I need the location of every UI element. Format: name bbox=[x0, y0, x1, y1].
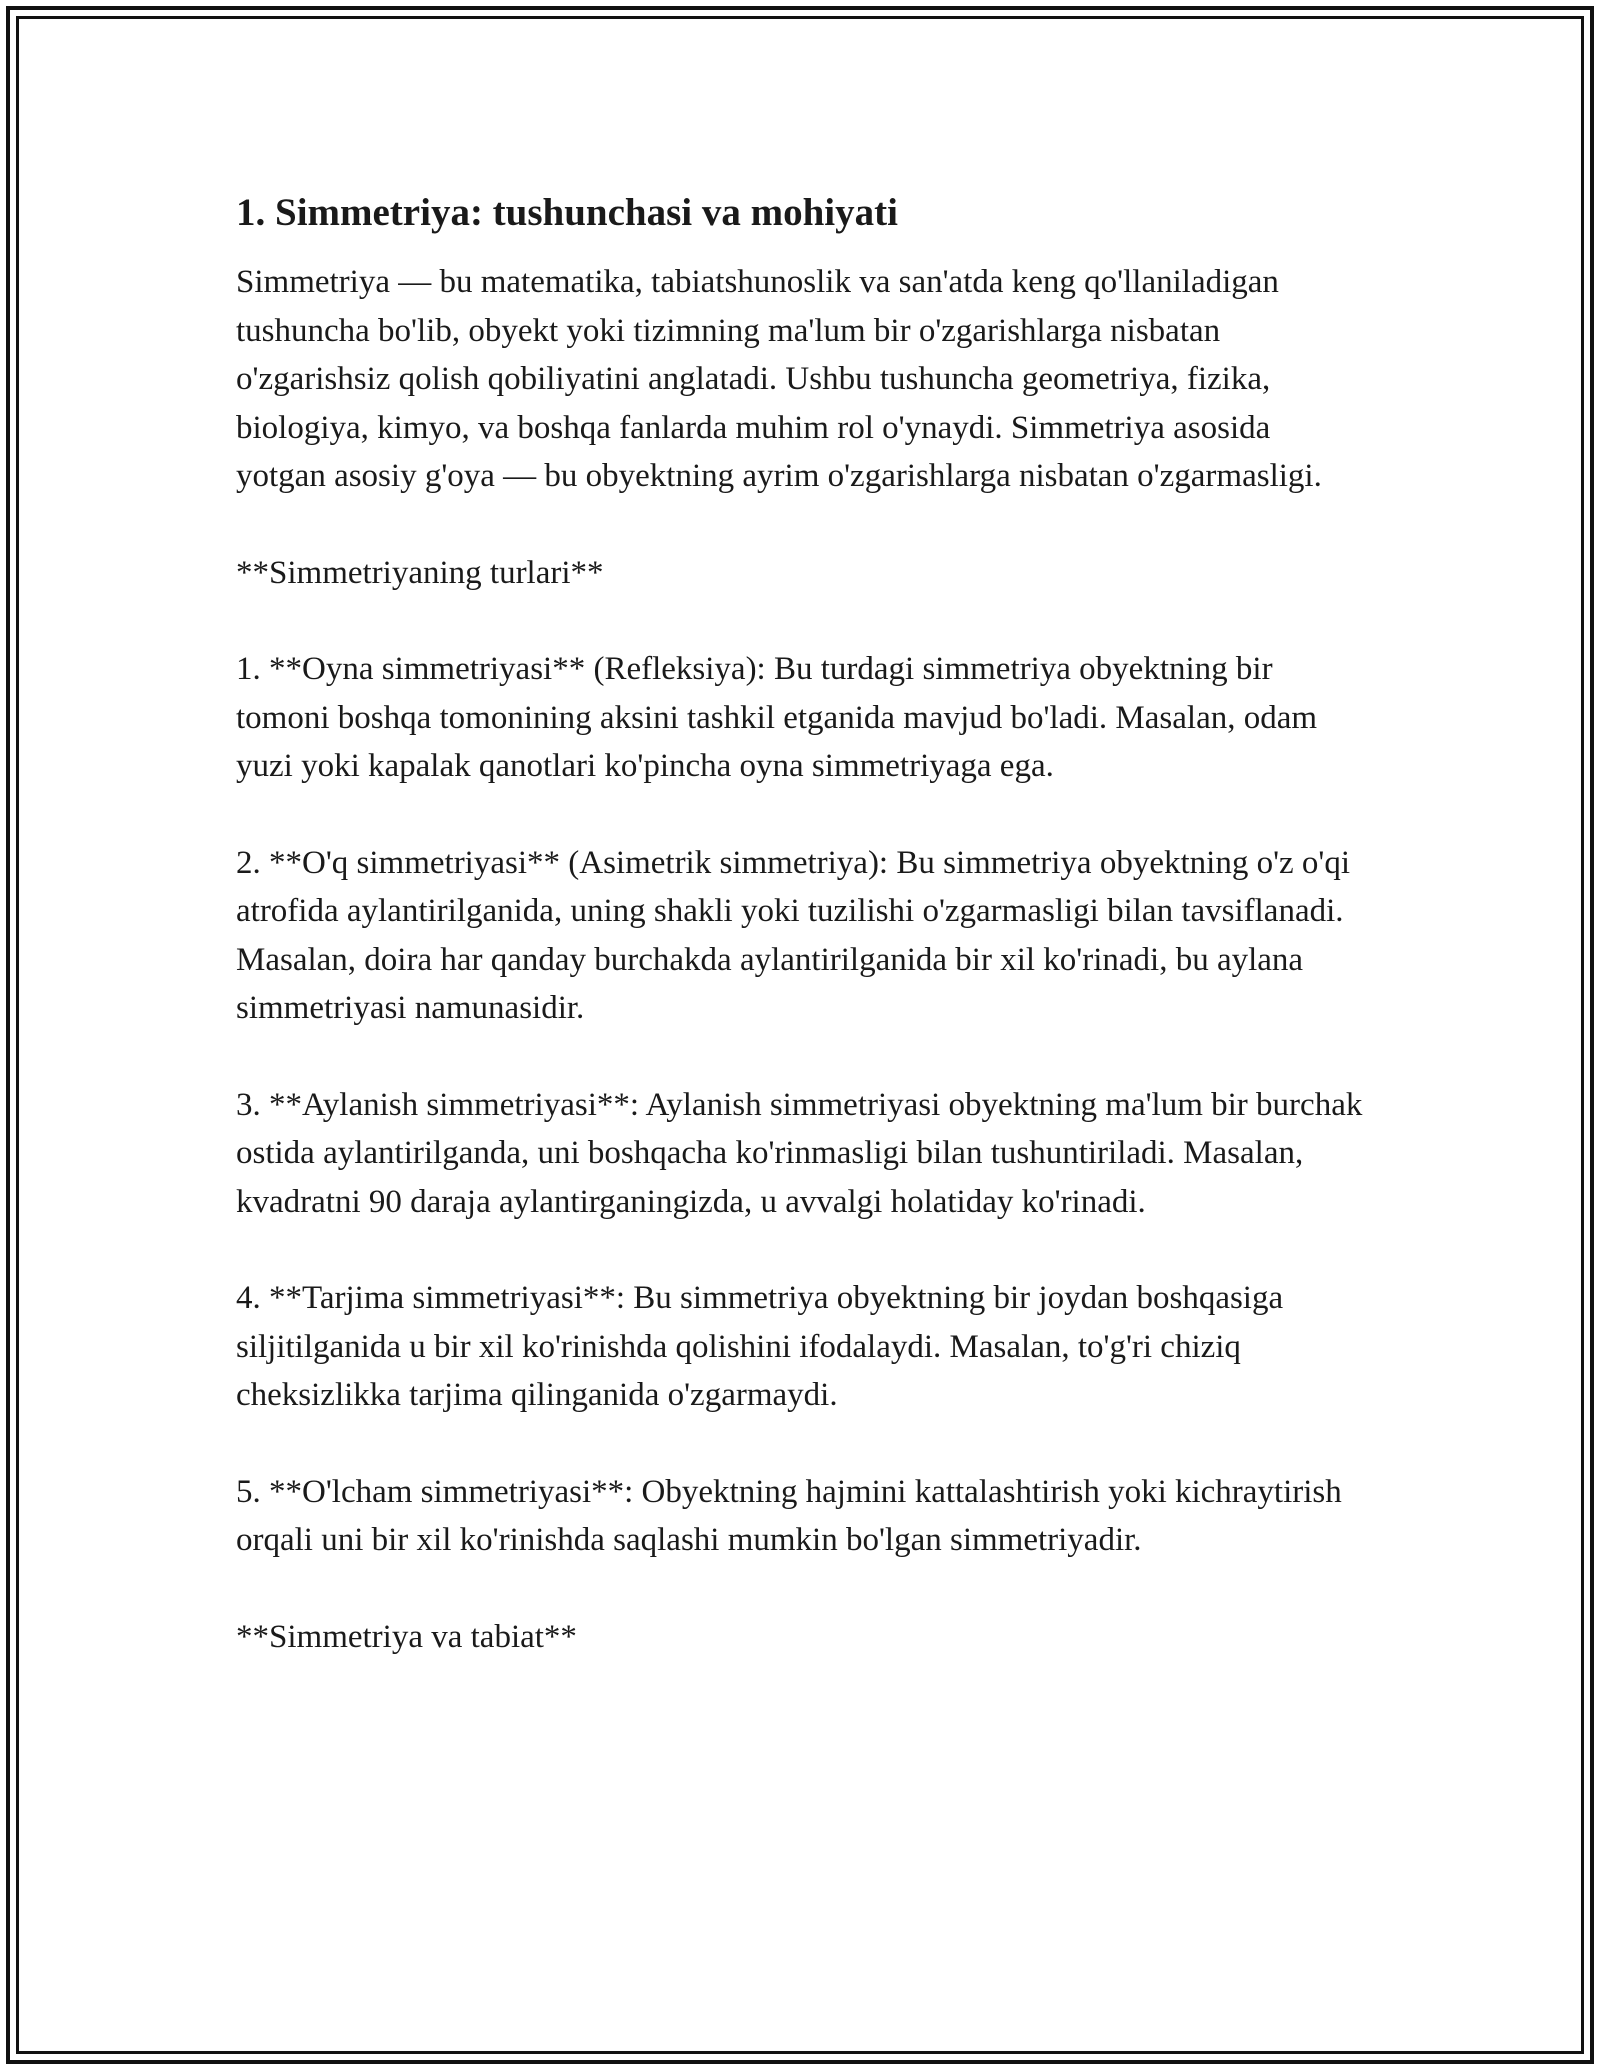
subheading-symmetry-types: **Simmetriyaning turlari** bbox=[236, 554, 604, 591]
list-item-axial-symmetry: 2. **O'q simmetriyasi** (Asimetrik simmetriya): Bu simmetriya obyektning o'z o'qi atrofida aylantirilganida, uning shakli yoki tuzilishi o'zgarmasligi bilan tavsiflanadi. Masalan, doira har qanday burchakda aylantirilganida bir xil ko'rinadi, bu aylana simmetriyasi namunasidir. bbox=[236, 844, 1351, 1026]
document-body bbox=[236, 188, 1366, 1709]
subheading-symmetry-and-nature: **Simmetriya va tabiat** bbox=[236, 1618, 577, 1655]
intro-paragraph: Simmetriya — bu matematika, tabiatshunoslik va san'atda keng qo'llaniladigan tushuncha bo'lib, obyekt yoki tizimning ma'lum bir o'zgarishlarga nisbatan o'zgarishsiz qolish qobiliyatini anglatadi. Ushbu tushuncha geometriya, fizika, biologiya, kimyo, va boshqa fanlarda muhim rol o'ynaydi. Simmetriya asosida yotgan asosiy g'oya — bu obyektning ayrim o'zgarishlarga nisbatan o'zgarmasligi. bbox=[236, 264, 1322, 494]
list-item-scale-symmetry: 5. **O'lcham simmetriyasi**: Obyektning hajmini kattalashtirish yoki kichraytirish orqali uni bir xil ko'rinishda saqlashi mumkin bo'lgan simmetriyadir. bbox=[236, 1473, 1342, 1558]
list-item-mirror-symmetry: 1. **Oyna simmetriyasi** (Refleksiya): Bu turdagi simmetriya obyektning bir tomoni boshqa tomonining aksini tashkil etganida mavjud bo'ladi. Masalan, odam yuzi yoki kapalak qanotlari ko'pincha oyna simmetriyaga ega. bbox=[236, 651, 1318, 784]
section-title: 1. Simmetriya: tushunchasi va mohiyati bbox=[236, 191, 898, 234]
list-item-translational-symmetry: 4. **Tarjima simmetriyasi**: Bu simmetriya obyektning bir joydan boshqasiga siljitilganida u bir xil ko'rinishda qolishini ifodalaydi. Masalan, to'g'ri chiziq cheksizlikka tarjima qilinganida o'zgarmaydi. bbox=[236, 1280, 1284, 1413]
list-item-rotational-symmetry: 3. **Aylanish simmetriyasi**: Aylanish simmetriyasi obyektning ma'lum bir burchak ostida aylantirilganda, uni boshqacha ko'rinmasligi bilan tushuntiriladi. Masalan, kvadratni 90 daraja aylantirganingizda, u avvalgi holatiday ko'rinadi. bbox=[236, 1086, 1363, 1220]
